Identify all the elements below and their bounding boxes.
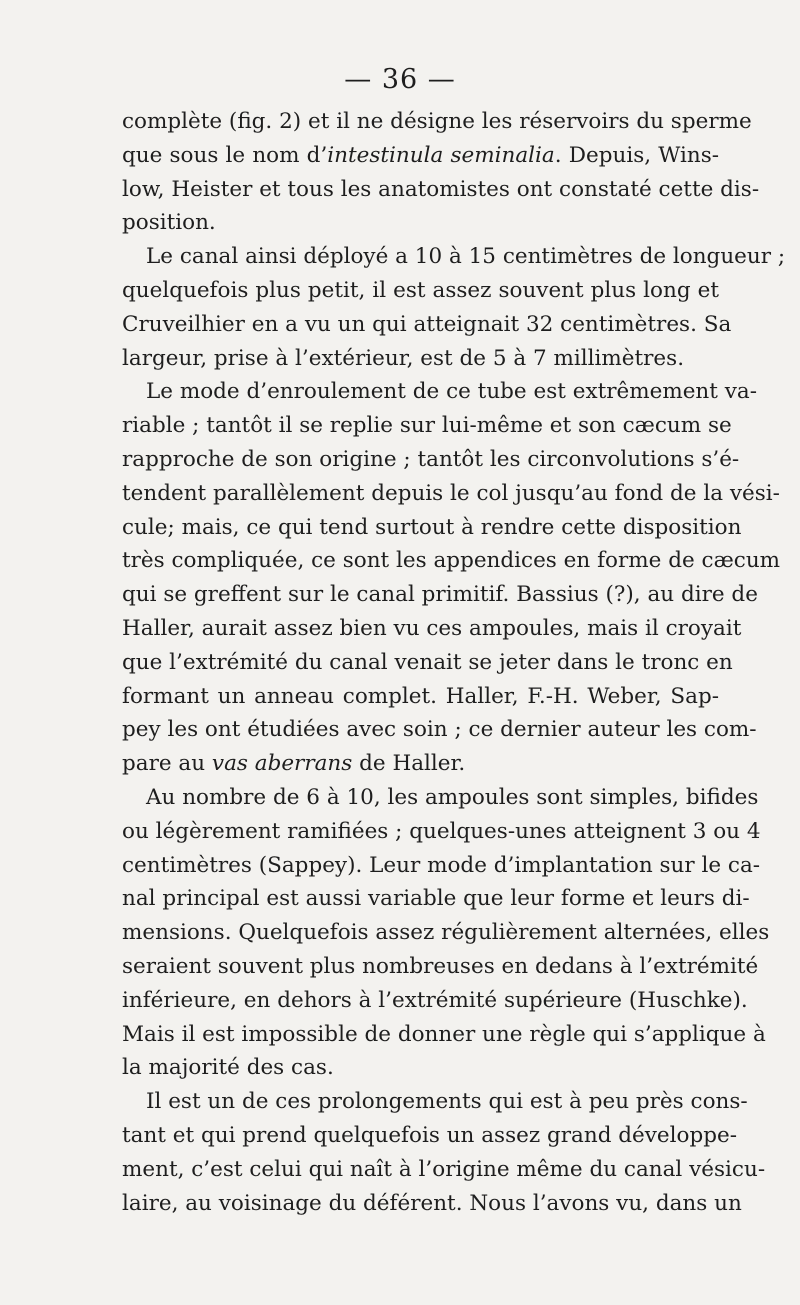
text-line: laire, au voisinage du déférent. Nous l’avons vu, dans un xyxy=(122,1190,742,1216)
text-line: largeur, prise à l’extérieur, est de 5 à 7 millimètres. xyxy=(122,345,685,371)
text-line: nal principal est aussi variable que leur forme et leurs di- xyxy=(122,886,750,912)
text-line: rapproche de son origine ; tantôt les circonvolutions s’é- xyxy=(122,446,740,472)
text-line: pey les ont étudiées avec soin ; ce dernier auteur les com- xyxy=(122,717,757,743)
text-line: Au nombre de 6 à 10, les ampoules sont simples, bifides xyxy=(146,784,759,810)
body-text xyxy=(122,105,786,1220)
italic-term: vas aberrans xyxy=(211,751,353,777)
text-line: complète (fig. 2) et il ne désigne les réservoirs du sperme xyxy=(122,109,752,134)
text-line: quelquefois plus petit, il est assez souvent plus long et xyxy=(122,277,719,303)
page-number: — 36 — xyxy=(344,64,456,95)
text-line: Le mode d’enroulement de ce tube est extrêmement va- xyxy=(146,379,757,405)
text-line: formant un anneau complet. Haller, F.-H. Weber, Sap- xyxy=(122,683,719,709)
text-line: Haller, aurait assez bien vu ces ampoules, mais il croyait xyxy=(122,615,742,641)
text-line: Cruveilhier en a vu un qui atteignait 32 centimètres. Sa xyxy=(122,311,732,337)
text-line: très compliquée, ce sont les appendices en forme de cæcum xyxy=(122,548,781,574)
text-line: ment, c’est celui qui naît à l’origine même du canal vésicu- xyxy=(122,1156,766,1182)
text-line: mensions. Quelquefois assez régulièrement alternées, elles xyxy=(122,920,770,946)
text-line: Il est un de ces prolongements qui est à peu près cons- xyxy=(146,1089,748,1115)
text-line: position. xyxy=(122,210,216,236)
text-line: centimètres (Sappey). Leur mode d’implantation sur le ca- xyxy=(122,852,761,878)
text-line: pare au vas aberrans de Haller. xyxy=(122,751,466,777)
italic-term: intestinula seminalia xyxy=(327,142,555,168)
text-line: seraient souvent plus nombreuses en dedans à l’extrémité xyxy=(122,953,759,979)
text-line: riable ; tantôt il se replie sur lui-même et son cæcum se xyxy=(122,413,732,439)
text-line: Le canal ainsi déployé a 10 à 15 centimètres de longueur ; xyxy=(146,244,786,270)
text-line: que sous le nom d’intestinula seminalia. Depuis, Wins- xyxy=(122,142,719,168)
text-line: low, Heister et tous les anatomistes ont constaté cette dis- xyxy=(122,176,760,202)
text-line: Mais il est impossible de donner une règle qui s’applique à xyxy=(122,1021,766,1047)
text-line: tendent parallèlement depuis le col jusqu’au fond de la vési- xyxy=(122,480,780,506)
text-line: qui se greffent sur le canal primitif. Bassius (?), au dire de xyxy=(122,582,758,608)
text-line: cule; mais, ce qui tend surtout à rendre cette disposition xyxy=(122,514,742,540)
text-line: tant et qui prend quelquefois un assez grand développe- xyxy=(122,1122,737,1148)
text-line: la majorité des cas. xyxy=(122,1055,334,1081)
text-line: ou légèrement ramifiées ; quelques-unes atteignent 3 ou 4 xyxy=(122,818,761,844)
text-line: inférieure, en dehors à l’extrémité supérieure (Huschke). xyxy=(122,987,748,1013)
text-line: que l’extrémité du canal venait se jeter dans le tronc en xyxy=(122,649,733,675)
